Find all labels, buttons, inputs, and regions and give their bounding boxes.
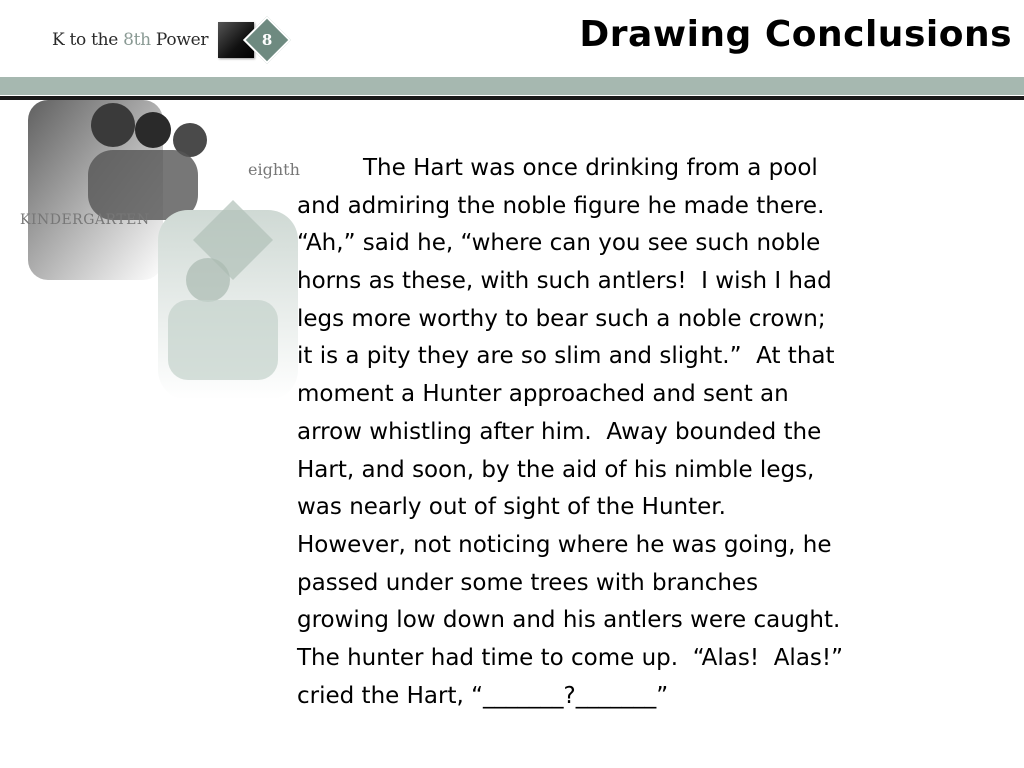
page-title: Drawing Conclusions (579, 14, 1012, 55)
story-line: The hunter had time to come up. “Alas! Alas!” (297, 644, 844, 671)
eighth-label: eighth (248, 160, 300, 179)
header-rule-band (0, 77, 1024, 95)
story-line: moment a Hunter approached and sent an (297, 381, 789, 408)
story-line: horns as these, with such antlers! I wish I had (297, 268, 832, 295)
story-line: The Hart was once drinking from a pool (363, 155, 818, 181)
story-line: Hart, and soon, by the aid of his nimble legs, (297, 456, 815, 483)
story-line: growing low down and his antlers were caught. (297, 607, 841, 634)
brand-logo (52, 18, 284, 62)
logo-text: K to the 8th Power (52, 30, 209, 50)
story-line: “Ah,” said he, “where can you see such noble (297, 230, 821, 257)
decorative-photo-collage (18, 100, 308, 400)
story-line: was nearly out of sight of the Hunter. (297, 494, 726, 521)
story-line: cried the Hart, “_______?_______” (297, 682, 669, 709)
story-line: it is a pity they are so slim and slight.” At that (297, 343, 835, 370)
story-line: passed under some trees with branches (297, 569, 759, 596)
story-line: legs more worthy to bear such a noble crown; (297, 305, 826, 332)
story-passage (297, 150, 1002, 715)
story-line: and admiring the noble figure he made there. (297, 192, 825, 219)
story-line: However, not noticing where he was going, he (297, 531, 832, 558)
story-line: arrow whistling after him. Away bounded the (297, 418, 822, 445)
kindergarten-label: KINDERGARTEN (20, 212, 150, 228)
logo-diamond-icon: 8 (243, 16, 291, 64)
collage-art (18, 100, 308, 400)
